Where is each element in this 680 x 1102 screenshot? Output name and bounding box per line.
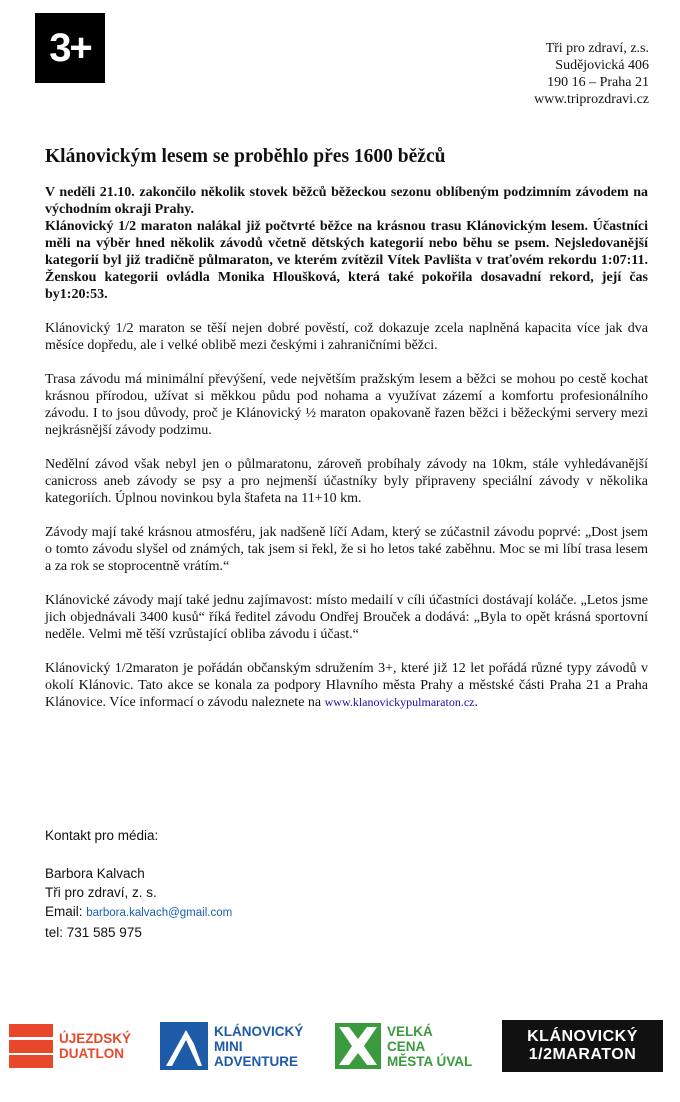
logo-line: KLÁNOVICKÝ: [214, 1023, 304, 1039]
logo-line: MINI: [214, 1038, 243, 1054]
logo-line: VELKÁ: [387, 1023, 433, 1039]
paragraph: Klánovické závody mají také jednu zajímavost: místo medailí v cíli účastníci dostávají koláče. „Letos jsme jich objednávali 3400 kusů“ říká ředitel závodu Ondřej Brouček a dodává: „Byla to opět krásná sportovní neděle. Velmi mě těší vzrůstající obliba závodu i účast.“: [45, 593, 648, 642]
lead-paragraph-2: Klánovický 1/2 maraton nalákal již počtvrté běžce na krásnou trasu Klánovickým lesem. Účastníci měli na výběr hned několik závodů včetně dětských kategorií nebo běhu se psem. Nejsledovanější kategorií byl již tradičně půlmaraton, ve kterém zvítězil Vítek Pavlišta v traťovém rekordu 1:07:11. Ženskou kategorii ovládla Monika Hloušková, která také pokořila dosavadní rekord, její čas by1:20:53.: [45, 219, 648, 302]
race-website-link[interactable]: www.klanovickypulmaraton.cz: [324, 695, 475, 709]
address-block: [534, 40, 649, 108]
cross-mark-icon: [335, 1023, 381, 1069]
media-contact: [45, 826, 232, 942]
paragraph: Nedělní závod však nebyl jen o půlmaratonu, zároveň probíhaly závody na 10km, stále vyhledávanější canicross aneb závody se psy a pro nejmenší účastníky byly připraveny speciální závody v několika kategoriích. Úplnou novinkou byla štafeta na 11+10 km.: [45, 457, 648, 506]
klanovicky-pulmaraton-logo: [502, 1020, 663, 1072]
last-paragraph-text: Klánovický 1/2maraton je pořádán občanským sdružením 3+, které již 12 let pořádá různé typy závodů v okolí Klánovic. Tato akce se konala za podpory Hlavního města Prahy a městské části Praha 21 a Praha Klánovice. Více informací o závodu naleznete na: [45, 661, 648, 710]
logo-line: 1/2MARATON: [528, 1046, 637, 1063]
last-paragraph-period: .: [474, 695, 478, 710]
sponsor-logos: [0, 1018, 680, 1078]
paragraph: Závody mají také krásnou atmosféru, jak nadšeně líčí Adam, který se zúčastnil závodu poprvé: „Dost jsem o tomto závodu slyšel od známých, tak jsem si řekl, že si ho letos také zaběhnu. Moc se mi líbí trasa lesem a za rok se stoprocentně vrátím.“: [45, 525, 648, 574]
address-line-city: 190 16 – Praha 21: [547, 75, 649, 90]
address-line-org: Tři pro zdraví, z.s.: [545, 41, 649, 56]
address-line-web[interactable]: www.triprozdravi.cz: [534, 92, 649, 107]
velka-cena-mesta-uval-logo: [335, 1018, 472, 1074]
logo-line: ADVENTURE: [214, 1053, 299, 1069]
paragraph-last: [45, 660, 648, 711]
contact-email-link[interactable]: barbora.kalvach@gmail.com: [86, 907, 233, 919]
logo-line: KLÁNOVICKÝ: [527, 1028, 638, 1045]
stripes-icon: [9, 1024, 53, 1068]
organization-logo: [35, 13, 105, 83]
article-title: Klánovickým lesem se proběhlo přes 1600 běžců: [45, 146, 446, 167]
lead-paragraph-1: V neděli 21.10. zakončilo několik stovek běžců běžeckou sezonu oblíbeným podzimním závodem na východním okraji Prahy.: [45, 185, 648, 217]
article-body: [45, 184, 648, 728]
address-line-street: Sudějovická 406: [555, 58, 649, 73]
paragraph: Klánovický 1/2 maraton se těší nejen dobré pověstí, což dokazuje zcela naplněná kapacita více jak dva měsíce dopředu, ale i velké oblibě mezi českými i zahraničními běžci.: [45, 321, 648, 353]
logo-text: 3+: [49, 26, 91, 70]
contact-org: Tři pro zdraví, z. s.: [45, 885, 157, 900]
contact-email-row: [45, 902, 232, 923]
paragraph: Trasa závodu má minimální převýšení, vede největším pražským lesem a běžci se mohou po cestě kochat krásnou přírodou, užívat si měkkou půdu pod nohama a využívat zázemí a komfortu profesionálního závodu. I to jsou důvody, proč je Klánovický ½ maraton opakovaně řazen běžci i běžeckými servery mezi nejkrásnější závody podzimu.: [45, 372, 648, 438]
logo-line: CENA: [387, 1038, 426, 1054]
logo-line: ÚJEZDSKÝ: [59, 1031, 132, 1046]
ujezdsky-duatlon-logo: [9, 1018, 131, 1074]
contact-name: Barbora Kalvach: [45, 866, 145, 881]
contact-email-label: Email:: [45, 904, 87, 919]
logo-line: MĚSTA ÚVAL: [387, 1053, 473, 1069]
logo-line: DUATLON: [59, 1046, 124, 1061]
contact-heading: Kontakt pro média:: [45, 828, 159, 843]
adventure-mark-icon: [160, 1022, 208, 1070]
klanovicky-mini-adventure-logo: [160, 1018, 303, 1074]
contact-phone: tel: 731 585 975: [45, 925, 142, 940]
